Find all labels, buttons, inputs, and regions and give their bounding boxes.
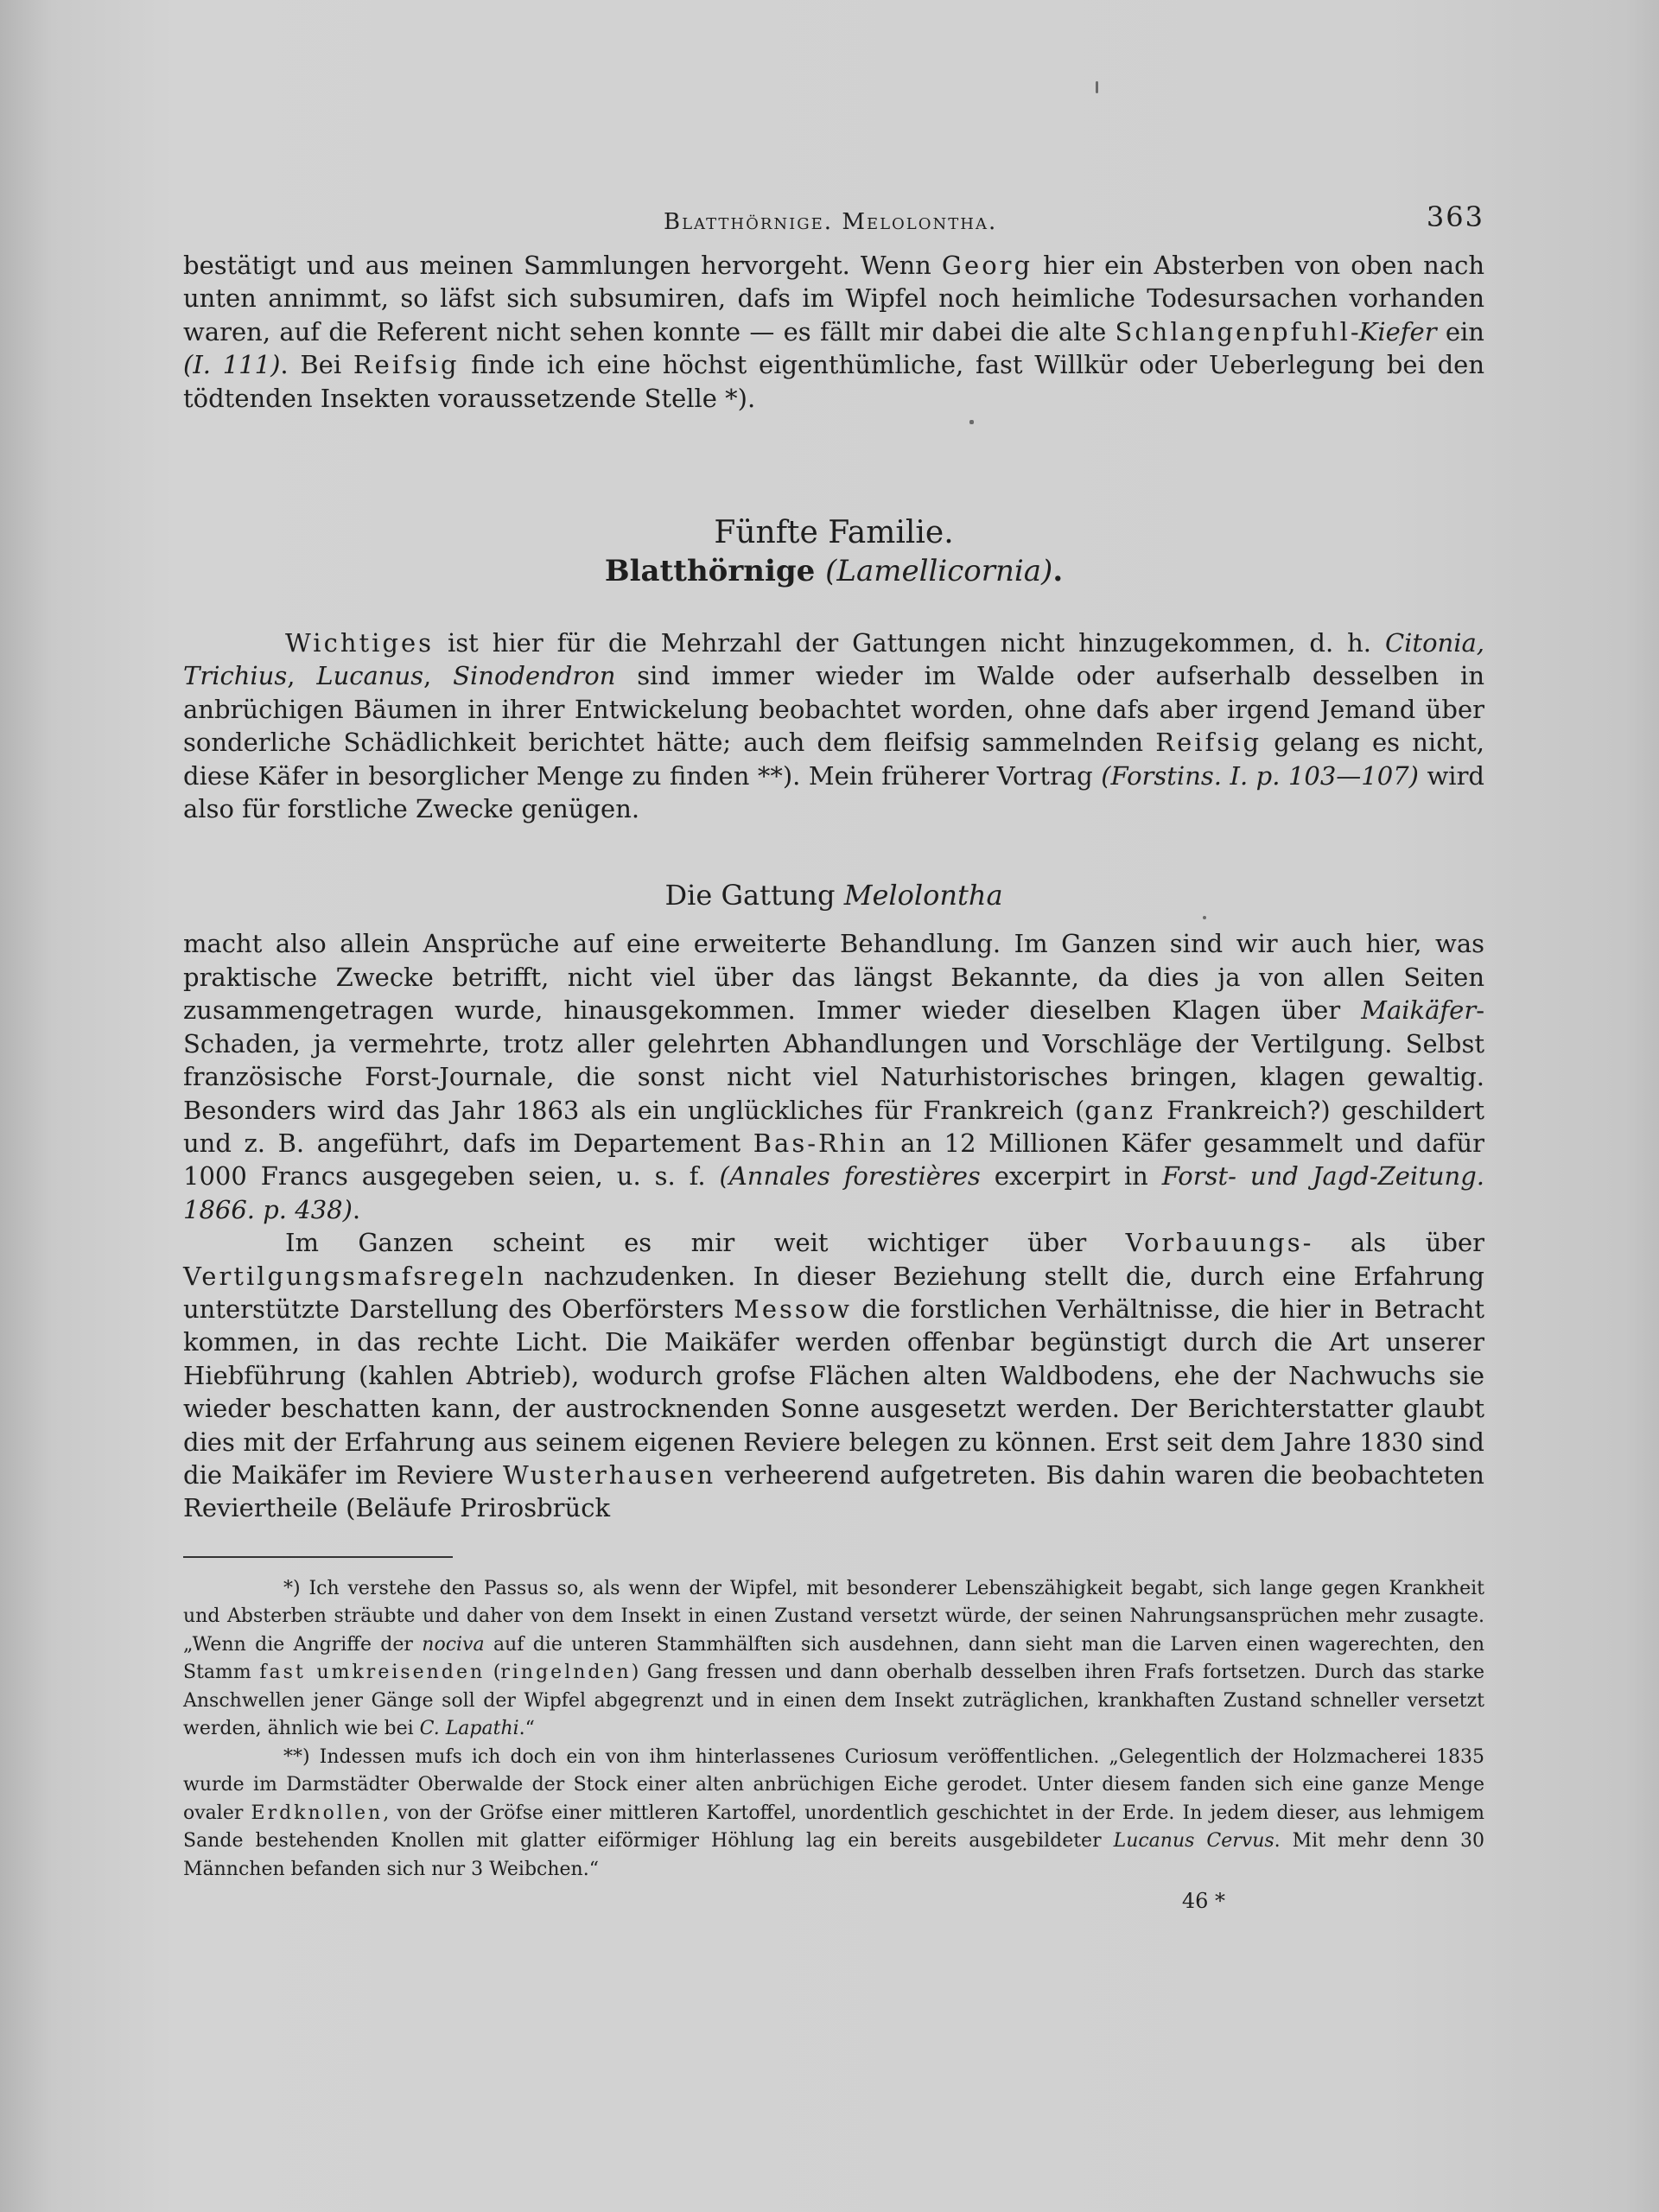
author-name: Reifsig (353, 350, 460, 380)
scan-speck (1096, 81, 1098, 93)
footnote-divider (183, 1556, 453, 1558)
genus-paragraph: macht also allein Ansprüche auf eine erweiterte Behandlung. Im Ganzen sind wir auch hier, was praktische Zwecke betrifft, nicht viel über das längst Bekannte, da dies ja von allen Seiten zusammengetragen wurde, hinausgekommen. Immer wieder dieselben Klagen über Maikäfer-Schaden, ja vermehrte, trotz aller gelehrten Abhandlungen und Vorschläge der Vertilgung. Selbst französische Forst-Journale, die sonst nicht viel Naturhistorisches bringen, klagen gewaltig. Besonders wird das Jahr 1863 als ein unglückliches für Frankreich (ganz Frankreich?) geschildert und z. B. angeführt, dafs im Departement Bas-Rhin an 12 Millionen Käfer gesammelt und dafür 1000 Francs ausgegeben seien, u. s. f. (Annales forestières excerpirt in Forst- und Jagd-Zeitung. 1866. p. 438). (183, 929, 1484, 1224)
intro-paragraph: bestätigt und aus meinen Sammlungen hervorgeht. Wenn Georg hier ein Absterben von oben nach unten annimmt, so läfst sich subsumiren, dafs im Wipfel noch heimliche Todesursachen vorhanden waren, auf die Referent nicht sehen konnte — es fällt mir dabei die alte Schlangenpfuhl-Kiefer ein (I. 111). Bei Reifsig finde ich eine höchst eigenthümliche, fast Willkür oder Ueberlegung bei den tödtenden Insekten voraussetzende Stelle *). (183, 251, 1484, 413)
footnote: **) Indessen mufs ich doch ein von ihm hinterlassenes Curiosum veröffentlichen. „Gelegentlich der Holzmacherei 1835 wurde im Darmstädter Oberwalde der Stock einer alten anbrüchigen Eiche gerodet. Unter diesem fanden sich eine ganze Menge ovaler Erdknollen, von der Gröfse einer mittleren Kartoffel, unordentlich geschichtet in der Erde. In jedem dieser, aus lehmigem Sande bestehenden Knollen mit glatter eiförmiger Höhlung lag ein bereits ausgebildeter Lucanus Cervus. Mit mehr denn 30 Männchen befanden sich nur 3 Weibchen.“ (183, 1745, 1485, 1880)
family-paragraph: Wichtiges ist hier für die Mehrzahl der Gattungen nicht hinzugekommen, d. h. Citonia, Trichius, Lucanus, Sinodendron sind immer wieder im Walde oder aufserhalb desselben in anbrüchigen Bäumen in ihrer Entwickelung beobachtet worden, ohne dafs aber irgend Jemand über sonderliche Schädlichkeit berichtet hätte; auch dem fleifsig sammelnden Reifsig gelang es nicht, diese Käfer in besorglicher Menge zu finden **). Mein früherer Vortrag (Forstins. I. p. 103—107) wird also für forstliche Zwecke genügen. (183, 628, 1485, 824)
place-name: Schlangenpfuhl (1115, 316, 1351, 346)
page-number: 363 (1426, 200, 1484, 233)
footnote: *) Ich verstehe den Passus so, als wenn der Wipfel, mit besonderer Lebenszähigkeit begabt, sich lange gegen Krankheit und Absterben sträubte und daher von dem Insekt in einen Zustand versetzt würde, der seinen Nahrungsansprüchen mehr zusagte. „Wenn die Angriffe der nociva auf die unteren Stammhälften sich ausdehnen, dann sieht man die Larven einen wagerechten, den Stamm fast umkreisenden (ringelnden) Gang fressen und dann oberhalb desselben ihren Frafs fortsetzen. Durch das starke Anschwellen jener Gänge soll der Wipfel abgegrenzt und in einen dem Insekt zuträglichen, krankhaften Zustand schneller versetzt werden, ähnlich wie bei C. Lapathi.“ (183, 1577, 1485, 1740)
section-title: Fünfte Familie. (714, 515, 954, 551)
place-name: Bas-Rhin (753, 1128, 888, 1158)
signature-mark: 46 * (1181, 1889, 1225, 1914)
running-head (183, 197, 1484, 249)
page-content (183, 197, 1484, 1913)
author-name: Messow (734, 1294, 853, 1324)
citation: (Forstins. I. p. 103—107) (1101, 760, 1419, 791)
genus-paragraph: Im Ganzen scheint es mir weit wichtiger über Vorbauungs- als über Vertilgungsmafsregeln nachzudenken. In dieser Beziehung stellt die, durch eine Erfahrung unterstützte Darstellung des Oberförsters Messow die forstlichen Verhältnisse, die hier in Betracht kommen, in das rechte Licht. Die Maikäfer werden offenbar begünstigt durch die Art unserer Hiebführung (kahlen Abtrieb), wodurch grofse Flächen alten Waldbodens, ehe der Nachwuchs sie wieder beschatten kann, der austrocknenden Sonne ausgesetzt werden. Der Berichterstatter glaubt dies mit der Erfahrung aus seinem eigenen Reviere belegen zu können. Erst seit dem Jahre 1830 sind die Maikäfer im Reviere Wusterhausen verheerend aufgetreten. Bis dahin waren die beobachteten Reviertheile (Beläufe Prirosbrück (183, 1228, 1484, 1523)
citation: (I. 111) (183, 350, 281, 380)
place-name: Wusterhausen (502, 1459, 716, 1490)
genus-heading: Die Gattung Melolontha (664, 879, 1003, 912)
author-name: Reifsig (1155, 728, 1262, 758)
running-title: Blatthörnige. Melolontha. (664, 209, 998, 235)
citation: Forst- und Jagd-Zeitung. 1866. p. 438) (183, 1161, 1484, 1224)
author-name: Georg (941, 251, 1033, 280)
citation: (Annales forestières (719, 1161, 981, 1192)
section-subtitle: Blatthörnige (Lamellicornia). (604, 554, 1064, 589)
